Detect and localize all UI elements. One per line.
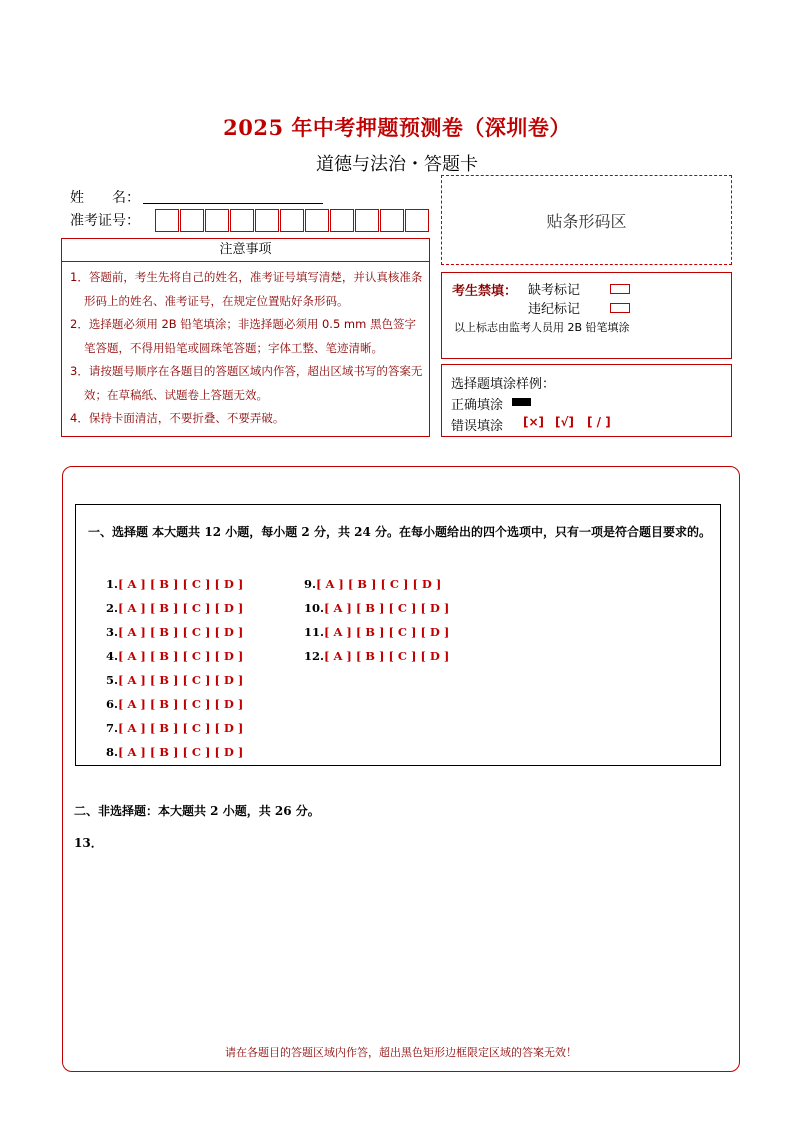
forbidden-label: 考生禁填： [452, 284, 518, 299]
id-digit-box[interactable] [280, 209, 304, 232]
fill-sample-box [441, 364, 732, 437]
notice-item: 3．请按题号顺序在各题目的答题区域内作答，超出区域书写的答案无效；在草稿纸、试题卷上答题无效。 [70, 364, 423, 402]
question-row[interactable]: 11.[ A ] [ B ] [ C ] [ D ] [304, 625, 450, 639]
wrong-fill-label: 错误填涂 [451, 419, 504, 434]
footer-warning: 请在各题目的答题区域内作答，超出黑色矩形边框限定区域的答案无效！ [225, 1046, 577, 1059]
id-digit-box[interactable] [355, 209, 379, 232]
barcode-area [441, 175, 732, 265]
page-subtitle: 道德与法治・答题卡 [316, 154, 478, 175]
name-label: 姓 名： [70, 190, 140, 206]
question-row[interactable]: 9.[ A ] [ B ] [ C ] [ D ] [304, 577, 442, 591]
id-digit-box[interactable] [255, 209, 279, 232]
absent-mark-box[interactable] [610, 281, 630, 296]
notice-item: 1．答题前，考生先将自己的姓名，准考证号填写清楚，并认真核准条形码上的姓名、准考证号，在规定位置贴好条形码。 [70, 270, 423, 308]
correct-fill-label: 正确填涂 [451, 398, 504, 413]
notice-box [61, 262, 430, 437]
question-row[interactable]: 6.[ A ] [ B ] [ C ] [ D ] [106, 697, 244, 711]
forbidden-note: 以上标志由监考人员用 2B 铅笔填涂 [454, 321, 630, 334]
violation-mark-label: 违纪标记 [528, 302, 581, 317]
question-row[interactable]: 2.[ A ] [ B ] [ C ] [ D ] [106, 601, 244, 615]
fill-sample-label: 选择题填涂样例： [451, 377, 556, 392]
question-row[interactable]: 10.[ A ] [ B ] [ C ] [ D ] [304, 601, 450, 615]
forbidden-box [441, 272, 732, 359]
notice-item: 2．选择题必须用 2B 铅笔填涂；非选择题必须用 0.5 mm 黑色签字笔答题，不得用铅笔或圆珠笔答题；字体工整、笔迹清晰。 [70, 317, 416, 355]
id-digit-box[interactable] [380, 209, 404, 232]
question-row[interactable]: 4.[ A ] [ B ] [ C ] [ D ] [106, 649, 244, 663]
id-digit-box[interactable] [230, 209, 254, 232]
question-row[interactable]: 5.[ A ] [ B ] [ C ] [ D ] [106, 673, 244, 687]
wrong-mark-2: [√] [555, 415, 574, 429]
id-digit-box[interactable] [305, 209, 329, 232]
exam-id-label: 准考证号： [70, 213, 140, 229]
notice-heading: 注意事项 [61, 238, 430, 262]
question-row[interactable]: 12.[ A ] [ B ] [ C ] [ D ] [304, 649, 450, 663]
question-row[interactable]: 7.[ A ] [ B ] [ C ] [ D ] [106, 721, 244, 735]
question-13-answer-area[interactable] [74, 856, 724, 1036]
question-row[interactable]: 8.[ A ] [ B ] [ C ] [ D ] [106, 745, 244, 759]
wrong-mark-3: [ / ] [587, 415, 611, 429]
id-digit-box[interactable] [405, 209, 429, 232]
name-field[interactable] [143, 203, 323, 204]
section1-title: 一、选择题 本大题共 12 小题，每小题 2 分，共 24 分。在每小题给出的四个选项中，只有一项是符合题目要求的。 [88, 525, 711, 539]
section2-title: 二、非选择题：本大题共 2 小题，共 26 分。 [74, 804, 320, 818]
page-title: 2025 年中考押题预测卷（深圳卷） [223, 115, 571, 140]
wrong-mark-1: [×] [523, 415, 545, 429]
id-digit-box[interactable] [155, 209, 179, 232]
violation-mark-box[interactable] [610, 300, 630, 315]
id-digit-box[interactable] [330, 209, 354, 232]
notice-item: 4．保持卡面清洁，不要折叠、不要弄破。 [70, 411, 285, 425]
id-digit-box[interactable] [205, 209, 229, 232]
barcode-label: 贴条形码区 [546, 211, 627, 231]
question-13-label: 13． [74, 836, 103, 850]
id-digit-box[interactable] [180, 209, 204, 232]
correct-fill-sample [512, 398, 531, 406]
question-row[interactable]: 1.[ A ] [ B ] [ C ] [ D ] [106, 577, 244, 591]
exam-id-boxes[interactable] [155, 209, 430, 232]
absent-mark-label: 缺考标记 [528, 283, 581, 298]
question-row[interactable]: 3.[ A ] [ B ] [ C ] [ D ] [106, 625, 244, 639]
